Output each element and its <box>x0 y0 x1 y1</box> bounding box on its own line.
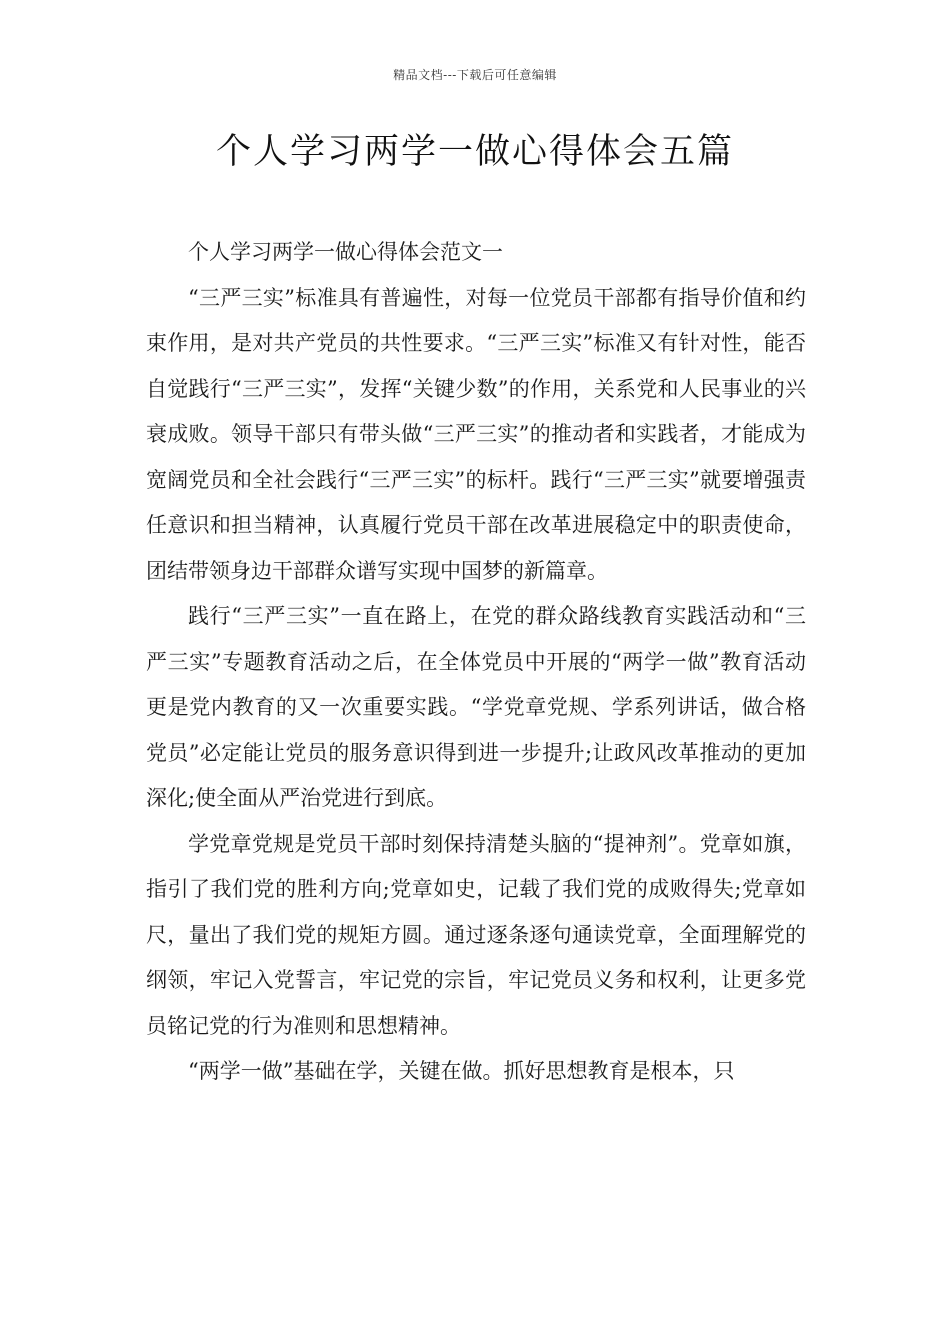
paragraph: “三严三实”标准具有普遍性，对每一位党员干部都有指导价值和约束作用，是对共产党员的共性要求。“三严三实”标准又有针对性，能否自觉践行“三严三实”，发挥“关键少数”的作用，关系党和人民事业的兴衰成败。领导干部只有带头做“三严三实”的推动者和实践者，才能成为宽阔党员和全社会践行“三严三实”的标杆。践行“三严三实”就要增强责任意识和担当精神，认真履行党员干部在改革进展稳定中的职责使命，团结带领身边干部群众谱写实现中国梦的新篇章。 <box>146 285 806 583</box>
paragraph: 学党章党规是党员干部时刻保持清楚头脑的“提神剂”。党章如旗，指引了我们党的胜利方向;党章如史，记载了我们党的成败得失;党章如尺，量出了我们党的规矩方圆。通过逐条逐句通读党章，全面理解党的纲领，牢记入党誓言，牢记党的宗旨，牢记党员义务和权利，让更多党员铭记党的行为准则和思想精神。 <box>146 831 806 1038</box>
paragraph: 践行“三严三实”一直在路上，在党的群众路线教育实践活动和“三严三实”专题教育活动之后，在全体党员中开展的“两学一做”教育活动更是党内教育的又一次重要实践。“学党章党规、学系列讲话，做合格党员”必定能让党员的服务意识得到进一步提升;让政风改革推动的更加深化;使全面从严治党进行到底。 <box>146 604 806 810</box>
header-note: 精品文档---下载后可任意编辑 <box>393 68 557 82</box>
document-body <box>146 230 806 1095</box>
section-subtitle: 个人学习两学一做心得体会范文一 <box>188 240 503 264</box>
paragraph: “两学一做”基础在学，关键在做。抓好思想教育是根本，只 <box>188 1059 735 1083</box>
document-title: 个人学习两学一做心得体会五篇 <box>215 132 734 172</box>
